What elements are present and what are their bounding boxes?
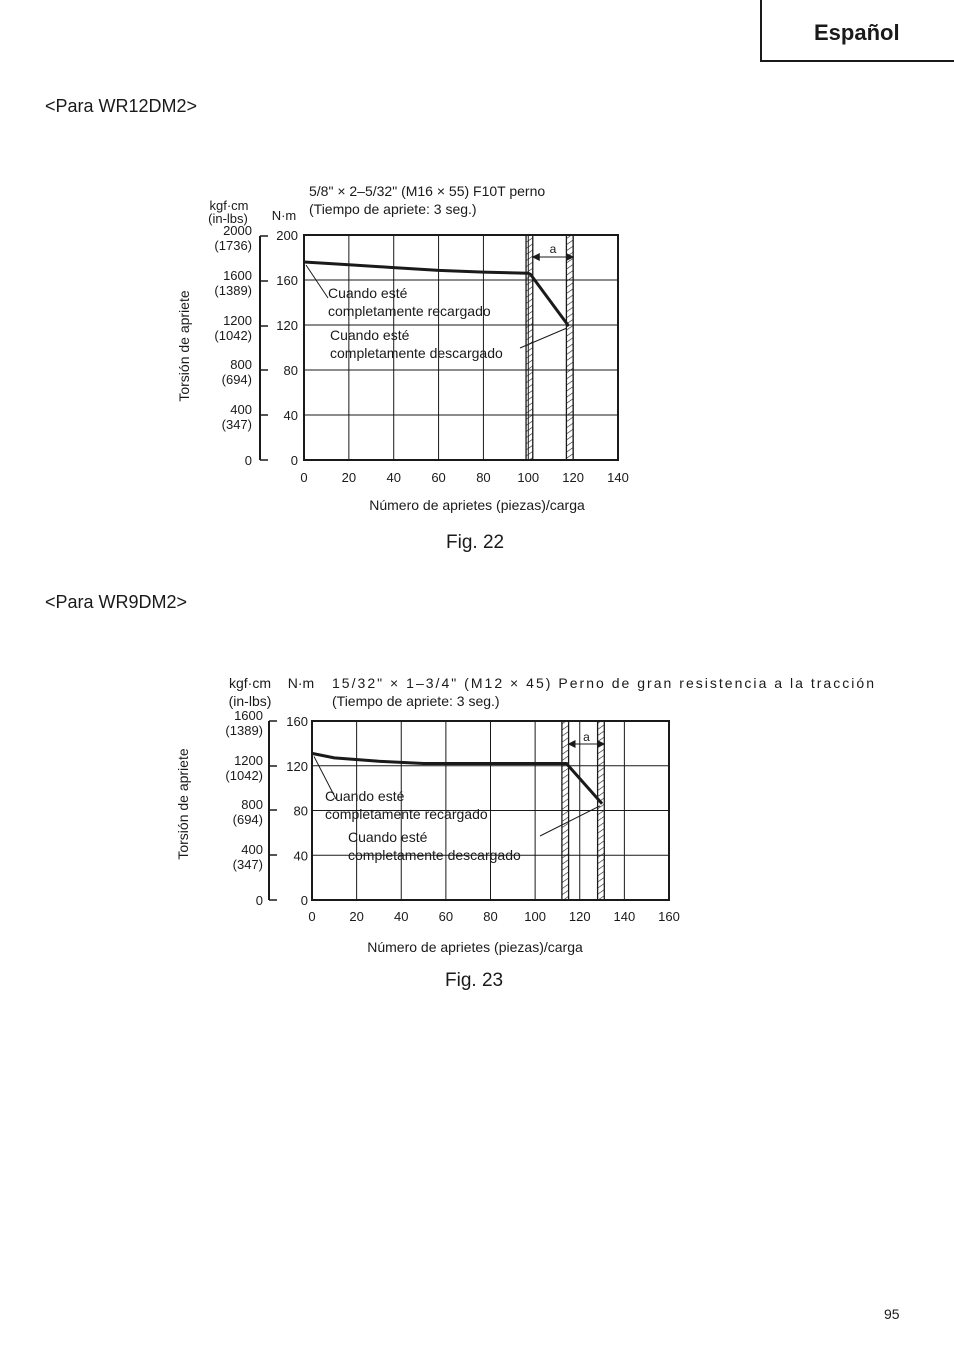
torque-chart-fig22 (0, 170, 954, 530)
inlbs-tick-label: (1736) (214, 238, 252, 253)
x-tick-label: 140 (613, 909, 636, 924)
torque-chart-fig23 (0, 665, 954, 965)
x-tick-label: 20 (349, 909, 364, 924)
inlbs-tick-label: (347) (232, 857, 263, 872)
band-label: a (583, 730, 590, 744)
figure-caption-22: Fig. 22 (446, 532, 505, 553)
annotation-discharged-line1: Cuando esté (330, 327, 410, 343)
unit-nm-label: N·m (271, 208, 297, 223)
annotation-charged-line2: completamente recargado (328, 303, 491, 319)
inlbs-tick-label: (1042) (214, 328, 252, 343)
inlbs-tick-label: (1042) (225, 768, 263, 783)
kgf-tick-label: 800 (230, 357, 252, 372)
kgf-tick-label: 800 (241, 797, 263, 812)
nm-tick-label: 160 (276, 273, 298, 288)
unit-kgf-label: kgf·cm (209, 198, 249, 213)
x-tick-label: 0 (300, 470, 308, 485)
nm-tick-label: 0 (300, 893, 308, 908)
language-label: Español (814, 20, 900, 45)
kgf-tick-label: 400 (230, 402, 252, 417)
inlbs-tick-label: (694) (221, 372, 252, 387)
annotation-discharged-line2: completamente descargado (330, 345, 503, 361)
x-tick-label: 40 (394, 909, 409, 924)
x-tick-label: 40 (386, 470, 401, 485)
x-tick-label: 0 (308, 909, 316, 924)
bolt-spec: 5/8" × 2–5/32" (M16 × 55) F10T perno (309, 183, 546, 199)
x-tick-label: 20 (341, 470, 357, 485)
y-axis-title: Torsión de apriete (176, 290, 192, 402)
nm-tick-label: 120 (286, 758, 308, 774)
inlbs-tick-label: (1389) (214, 283, 252, 298)
nm-tick-label: 0 (290, 453, 298, 468)
x-tick-label: 100 (517, 470, 540, 485)
kgf-tick-label: 1200 (234, 753, 263, 768)
nm-tick-label: 200 (276, 228, 298, 243)
inlbs-tick-label: (347) (221, 417, 252, 432)
kgf-tick-label: 1600 (223, 268, 252, 283)
band-start (526, 235, 533, 460)
inlbs-tick-label: (694) (232, 812, 263, 827)
nm-tick-label: 80 (293, 803, 308, 819)
unit-kgf-label: kgf·cm (229, 675, 271, 691)
section-title-wr12dm2: <Para WR12DM2> (45, 96, 198, 116)
unit-inlbs-label: (in-lbs) (208, 211, 248, 226)
band-label: a (549, 242, 557, 256)
x-tick-label: 140 (607, 470, 629, 485)
annotation-discharged-line2: completamente descargado (348, 847, 521, 863)
tightening-time: (Tiempo de apriete: 3 seg.) (332, 693, 500, 709)
nm-tick-label: 120 (276, 318, 298, 333)
nm-tick-label: 40 (283, 408, 298, 423)
bolt-spec: 15/32" × 1–3/4" (M12 × 45) Perno de gran resistencia a la tracción (332, 675, 874, 691)
annotation-charged-line2: completamente recargado (325, 806, 488, 822)
nm-tick-label: 160 (286, 714, 308, 729)
tightening-time: (Tiempo de apriete: 3 seg.) (309, 201, 477, 217)
x-tick-label: 60 (431, 470, 446, 485)
x-tick-label: 80 (483, 909, 498, 924)
x-tick-label: 100 (524, 909, 546, 924)
annotation-charged-line1: Cuando esté (328, 285, 408, 301)
annotation-discharged-line1: Cuando esté (348, 829, 428, 845)
kgf-tick-label: 1200 (223, 313, 252, 328)
x-axis-title: Número de aprietes (piezas)/carga (367, 939, 583, 955)
kgf-tick-label: 1600 (234, 708, 263, 723)
annotation-charged-line1: Cuando esté (325, 788, 405, 804)
kgf-tick-label: 0 (244, 453, 252, 468)
language-tab (760, 0, 954, 62)
nm-tick-label: 80 (283, 363, 298, 378)
kgf-tick-label: 0 (255, 893, 263, 908)
kgf-tick-label: 2000 (223, 223, 252, 238)
nm-tick-label: 40 (293, 848, 308, 864)
x-tick-label: 160 (658, 909, 680, 924)
x-tick-label: 60 (438, 909, 454, 924)
unit-nm-label: N·m (287, 675, 315, 691)
figure-caption-23: Fig. 23 (445, 970, 504, 991)
page-number: 95 (884, 1306, 900, 1322)
inlbs-tick-label: (1389) (225, 723, 263, 738)
x-tick-label: 120 (562, 470, 584, 485)
x-tick-label: 120 (568, 909, 591, 924)
section-title-wr9dm2: <Para WR9DM2> (45, 592, 188, 612)
band-end (566, 235, 573, 460)
unit-inlbs-label: (in-lbs) (228, 693, 272, 709)
x-tick-label: 80 (476, 470, 491, 485)
kgf-tick-label: 400 (241, 842, 263, 857)
y-axis-title: Torsión de apriete (175, 748, 191, 860)
x-axis-title: Número de aprietes (piezas)/carga (369, 497, 585, 513)
leader-charged (306, 265, 328, 298)
